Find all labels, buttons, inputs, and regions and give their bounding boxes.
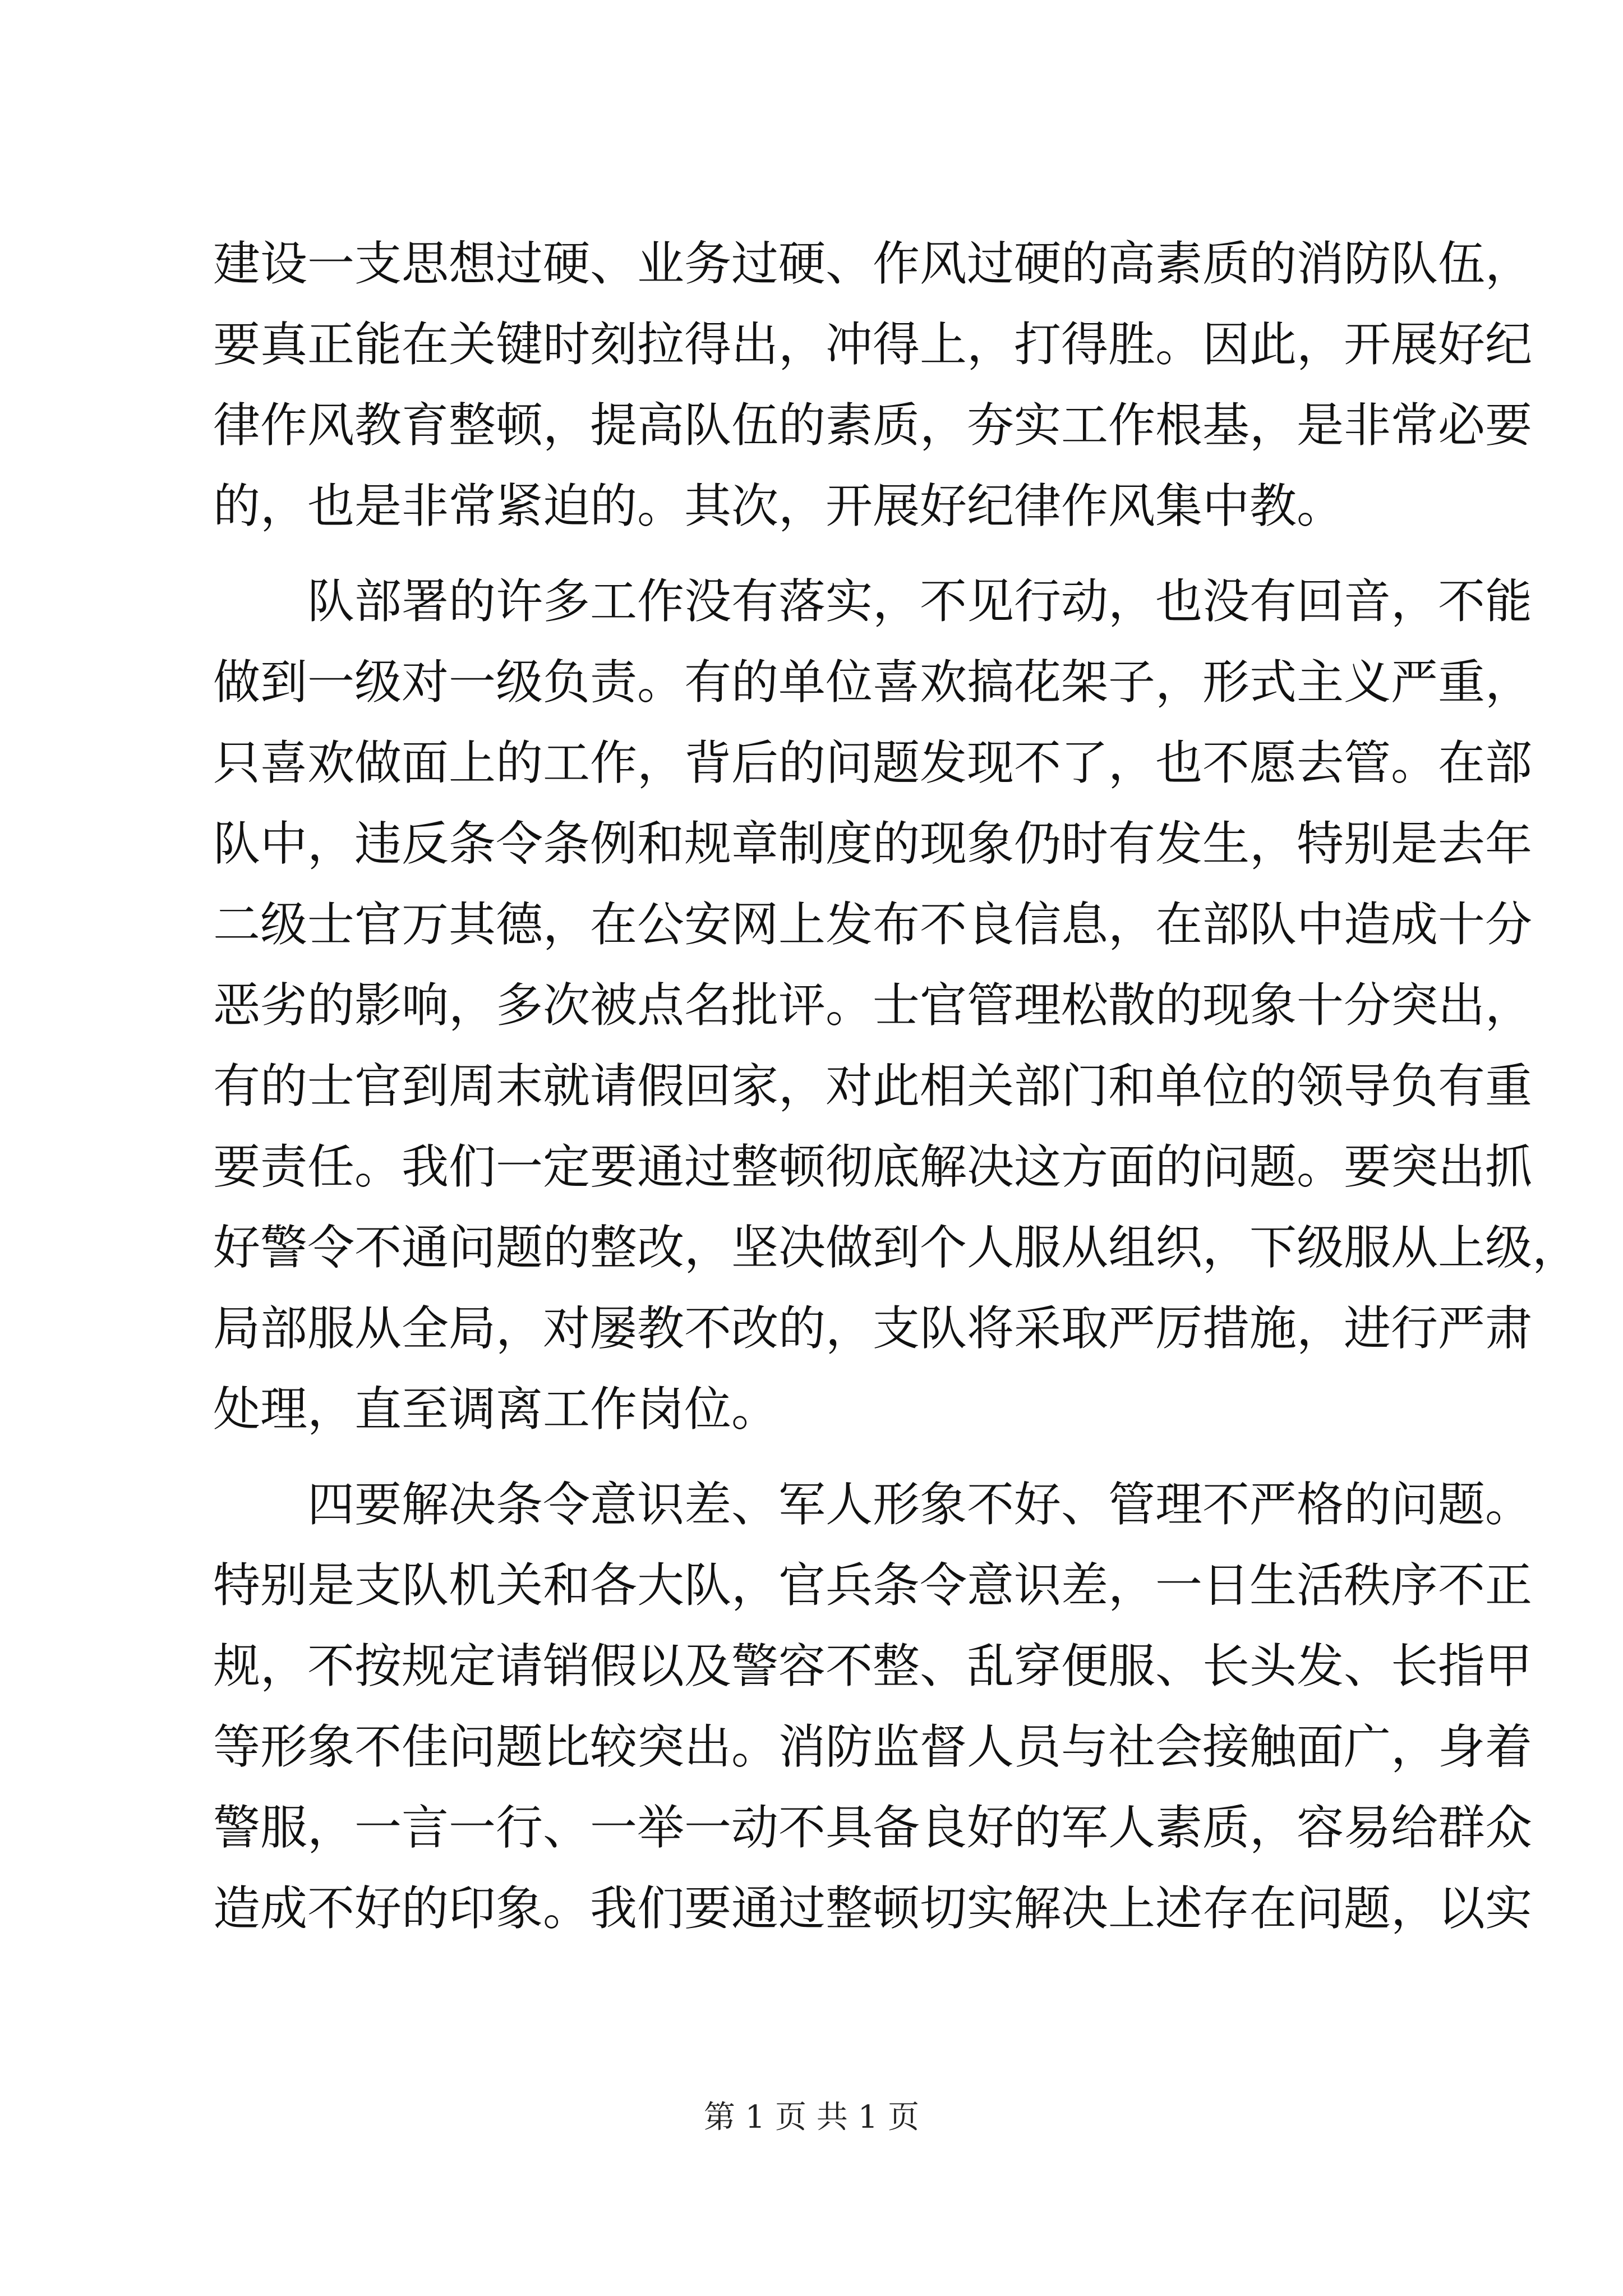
text-line: 等形象不佳问题比较突出。消防监督人员与社会接触面广，身着: [213, 1719, 1533, 1774]
text-line: 局部服从全局，对屡教不改的，支队将采取严厉措施，进行严肃: [213, 1301, 1533, 1356]
text-line: 建设一支思想过硬、业务过硬、作风过硬的高素质的消防队伍，: [213, 236, 1533, 291]
text-line-content: 队部署的许多工作没有落实，不见行动，也没有回音，不能: [307, 574, 1533, 629]
page-number-footer: 第 1 页 共 1 页: [703, 2099, 920, 2136]
text-line: 警服，一言一行、一举一动不具备良好的军人素质，容易给群众: [213, 1800, 1533, 1855]
text-line: 造成不好的印象。我们要通过整顿切实解决上述存在问题，以实: [213, 1881, 1533, 1936]
paragraph-spacer: [213, 1450, 1424, 1464]
paragraph-2: [213, 561, 1580, 1450]
text-line: 有的士官到周末就请假回家，对此相关部门和单位的领导负有重: [213, 1059, 1533, 1114]
text-line: 的，也是非常紧迫的。其次，开展好纪律作风集中教。: [213, 478, 1344, 533]
paragraph-1: [213, 223, 1533, 546]
text-line: 要真正能在关键时刻拉得出，冲得上，打得胜。因此，开展好纪: [213, 317, 1533, 372]
text-line: 队中，违反条令条例和规章制度的现象仍时有发生，特别是去年: [213, 816, 1533, 871]
text-line: [213, 561, 1533, 642]
text-line: 二级士官万其德，在公安网上发布不良信息，在部队中造成十分: [213, 897, 1533, 952]
text-line: 处理，直至调离工作岗位。: [213, 1382, 779, 1437]
text-line: 特别是支队机关和各大队，官兵条令意识差，一日生活秩序不正: [213, 1558, 1533, 1613]
text-line-content: 四要解决条令意识差、军人形象不好、管理不严格的问题。: [307, 1477, 1533, 1532]
text-line: 只喜欢做面上的工作，背后的问题发现不了，也不愿去管。在部: [213, 735, 1533, 790]
text-line: 要责任。我们一定要通过整顿彻底解决这方面的问题。要突出抓: [213, 1139, 1533, 1194]
paragraph-spacer: [213, 546, 1424, 561]
text-line: 做到一级对一级负责。有的单位喜欢搞花架子，形式主义严重，: [213, 655, 1533, 710]
paragraph-3: [213, 1464, 1533, 1949]
text-line: 恶劣的影响，多次被点名批评。士官管理松散的现象十分突出，: [213, 978, 1533, 1033]
document-body: [213, 223, 1580, 1949]
text-line: 规，不按规定请销假以及警容不整、乱穿便服、长头发、长指甲: [213, 1639, 1533, 1694]
text-line: 好警令不通问题的整改，坚决做到个人服从组织，下级服从上级，: [213, 1220, 1580, 1275]
text-line: [213, 1464, 1533, 1545]
text-line: 律作风教育整顿，提高队伍的素质，夯实工作根基，是非常必要: [213, 398, 1533, 453]
